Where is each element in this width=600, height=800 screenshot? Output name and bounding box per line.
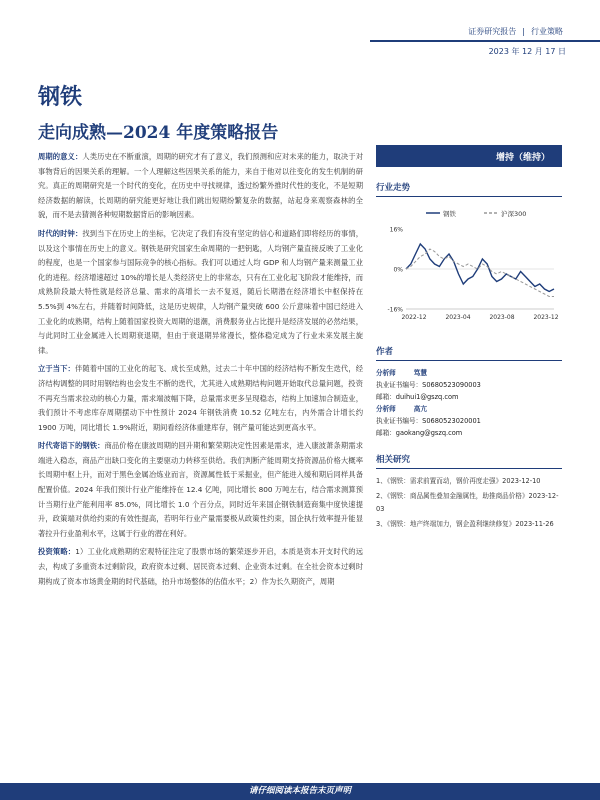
body-paragraph xyxy=(38,439,363,541)
trend-chart xyxy=(376,201,562,331)
cert-label: 执业证书编号： xyxy=(376,381,423,389)
related-item[interactable]: 2、《钢铁：商品属性叠加金融属性，助推商品价格》2023-12-03 xyxy=(376,492,559,513)
paragraph-text: 1）工业化成熟期的宏观特征注定了股票市场的繁荣逐步开启，本质是资本开支时代的远去，构成了多重资本过剩阶段，政府资本过剩、居民资本过剩、企业资本过剩。在全社会资本过剩时期构成了资本市场黄金期的时代基础，抬升市场整体的估值水平；2）作为长久期资产，周期 xyxy=(38,547,364,586)
analyst-name: 笃慧 xyxy=(413,369,427,377)
industry-title: 钢铁 xyxy=(38,84,83,110)
report-type-separator: | xyxy=(522,27,525,36)
paragraph-text: 人类历史在不断重演，周期的研究才有了意义，我们预测和应对未来的能力，取决于对事物背后的因果关系的理解。一个人理解这些因果关系的能力，来自于他对以往变化的发生机制的研究。真正的周期研究是一个时代的变化，在历史中寻找规律，透过纷繁外推时代性的变化，不是短期经济数据的解读，长周期的研究能更好地让我们跳出短期纷繁复杂的数据，站起身来观察森林的全貌，而不是去猜测各种短期数据背后的影响因素。 xyxy=(38,152,364,220)
legend-label: 沪深300 xyxy=(501,210,527,218)
report-type-tag xyxy=(465,26,566,37)
related-list xyxy=(376,475,562,531)
report-date: 2023 年 12 月 17 日 xyxy=(488,47,566,56)
cert-number: S0680523090003 xyxy=(422,381,481,389)
analyst-list xyxy=(376,367,562,439)
rating-badge: 增持（维持） xyxy=(376,145,562,167)
x-tick-label: 2022-12 xyxy=(401,314,427,321)
paragraph-lead: 时代寄语下的钢铁： xyxy=(38,441,105,451)
report-type-right: 行业策略 xyxy=(531,27,563,36)
paragraph-lead: 时代的时钟： xyxy=(38,228,83,238)
y-tick-label: 0% xyxy=(393,266,403,274)
y-tick-label: -16% xyxy=(387,306,403,314)
body-paragraph xyxy=(38,362,363,435)
trend-heading: 行业走势 xyxy=(376,181,562,197)
legend-label: 钢铁 xyxy=(443,210,456,218)
related-item[interactable]: 3、《钢铁：地产终端加力，钢企盈利继续修复》2023-11-26 xyxy=(376,520,554,528)
trend-chart-svg xyxy=(376,201,562,331)
analysts-heading: 作者 xyxy=(376,345,562,361)
report-type-left: 证券研究报告 xyxy=(468,27,517,36)
paragraph-text: 商品价格在康波周期的回升期和繁荣期决定性因素是需求，进入康波萧条期需求端进入稳态，商品产出缺口变化的主要驱动力转移至供给。我们判断产能周期支持资源品价格大概率长周期中枢上升，而对于黑色金属冶炼业而言，资源属性低于采掘业，但产能进入缓和期后同样具备配置价值。2024 年我们预计行业产能维持在 12.4 亿吨，同比增长 800 万吨左右，结合需求测算预计当期行业产能利用率 85.0%，同比增长 1.0 个百分点，同时近年来国企钢铁制造商集中度快速提升，政策端对供给约束的有效性提高，若明年行业产量需要极从政策性约束，国企执行效率提升能显著拉升行业盈利水平，这属于行业的潜在利好。 xyxy=(38,441,364,538)
email-label: 邮箱： xyxy=(376,429,396,437)
paragraph-lead: 投资策略： xyxy=(38,547,76,557)
analyst-block xyxy=(376,403,562,439)
footer-disclaimer: 请仔细阅读本报告末页声明 xyxy=(0,783,600,800)
analyst-name: 高亢 xyxy=(413,405,427,413)
related-heading: 相关研究 xyxy=(376,453,562,469)
related-item[interactable]: 1、《钢铁：需求前置而动，钢价再度走强》2023-12-10 xyxy=(376,477,541,485)
paragraph-text: 伴随着中国的工业化的起飞、成长至成熟，过去二十年中国的经济结构不断发生迭代，经济结构调整的同时用钢结构也会发生不断的迭代，尤其进入成熟期结构问题开始取代总量问题，投资不再充当需求拉动的核心力量，需求端波幅下降，总量需求更多呈现稳态，结构上加速加合制造业，我们预计不考虑库存周期摆动下中性预计 2024 年钢铁消费 10.52 亿吨左右，内外需合计增长约 1900 万吨，同比增长 1.9%附近，期间看经济体重建库存，钢产量可能达到更高水平。 xyxy=(38,364,364,432)
cert-number: S0680523020001 xyxy=(422,417,481,425)
cert-label: 执业证书编号： xyxy=(376,417,423,425)
main-body xyxy=(38,150,363,593)
body-paragraph xyxy=(38,150,363,223)
body-paragraph xyxy=(38,545,363,589)
email-link[interactable]: duihui1@gszq.com xyxy=(395,393,459,401)
x-tick-label: 2023-12 xyxy=(533,314,559,321)
paragraph-lead: 周期的意义： xyxy=(38,152,83,161)
analyst-role: 分析师 xyxy=(376,369,396,377)
y-tick-label: 16% xyxy=(389,226,403,234)
sidebar xyxy=(376,145,562,533)
x-tick-label: 2023-08 xyxy=(489,314,515,321)
header-rule xyxy=(370,40,600,42)
email-link[interactable]: gaokang@gszq.com xyxy=(395,429,463,437)
paragraph-lead: 立于当下： xyxy=(38,364,75,374)
analyst-block xyxy=(376,367,562,403)
report-title: 走向成熟—2024 年度策略报告 xyxy=(38,123,279,143)
x-tick-label: 2023-04 xyxy=(445,314,471,321)
analyst-role: 分析师 xyxy=(376,405,396,413)
email-label: 邮箱： xyxy=(376,393,396,401)
paragraph-text: 找到当下在历史上的坐标，它决定了我们有没有坚定的信心和道路们即将经历的事情，以及这个事情在历史上的意义。钢铁是研究国家生命周期的一把钥匙，人均钢产量直接反映了工业化的程度，也是一个国家参与国际竞争的核心指标。我们可以通过人均 GDP 和人均钢产量来测量工业化的进程。经济增速超过 10%的增长是人类经济史上的非常态，只有在工业化起飞阶段才能维持，而成熟阶段最大特性就是经济总量、需求的高增长一去不复返，随后长期潜在经济增长中枢保持在 5.5%到 4%左右，并随着时间降低，这是历史规律，人均钢产量突破 600 公斤意味着中国已经进入工业化的成熟期，结构上随着国家投资大周期的退潮，消费服务业占比提升是经济发展的必然结果，与此同时工业金属进入长周期衰退期，但由于衰退期异常漫长，整体稳定成为了行业未来发展主旋律。 xyxy=(38,228,364,355)
body-paragraph xyxy=(38,227,363,358)
series-line-steel xyxy=(406,244,554,292)
